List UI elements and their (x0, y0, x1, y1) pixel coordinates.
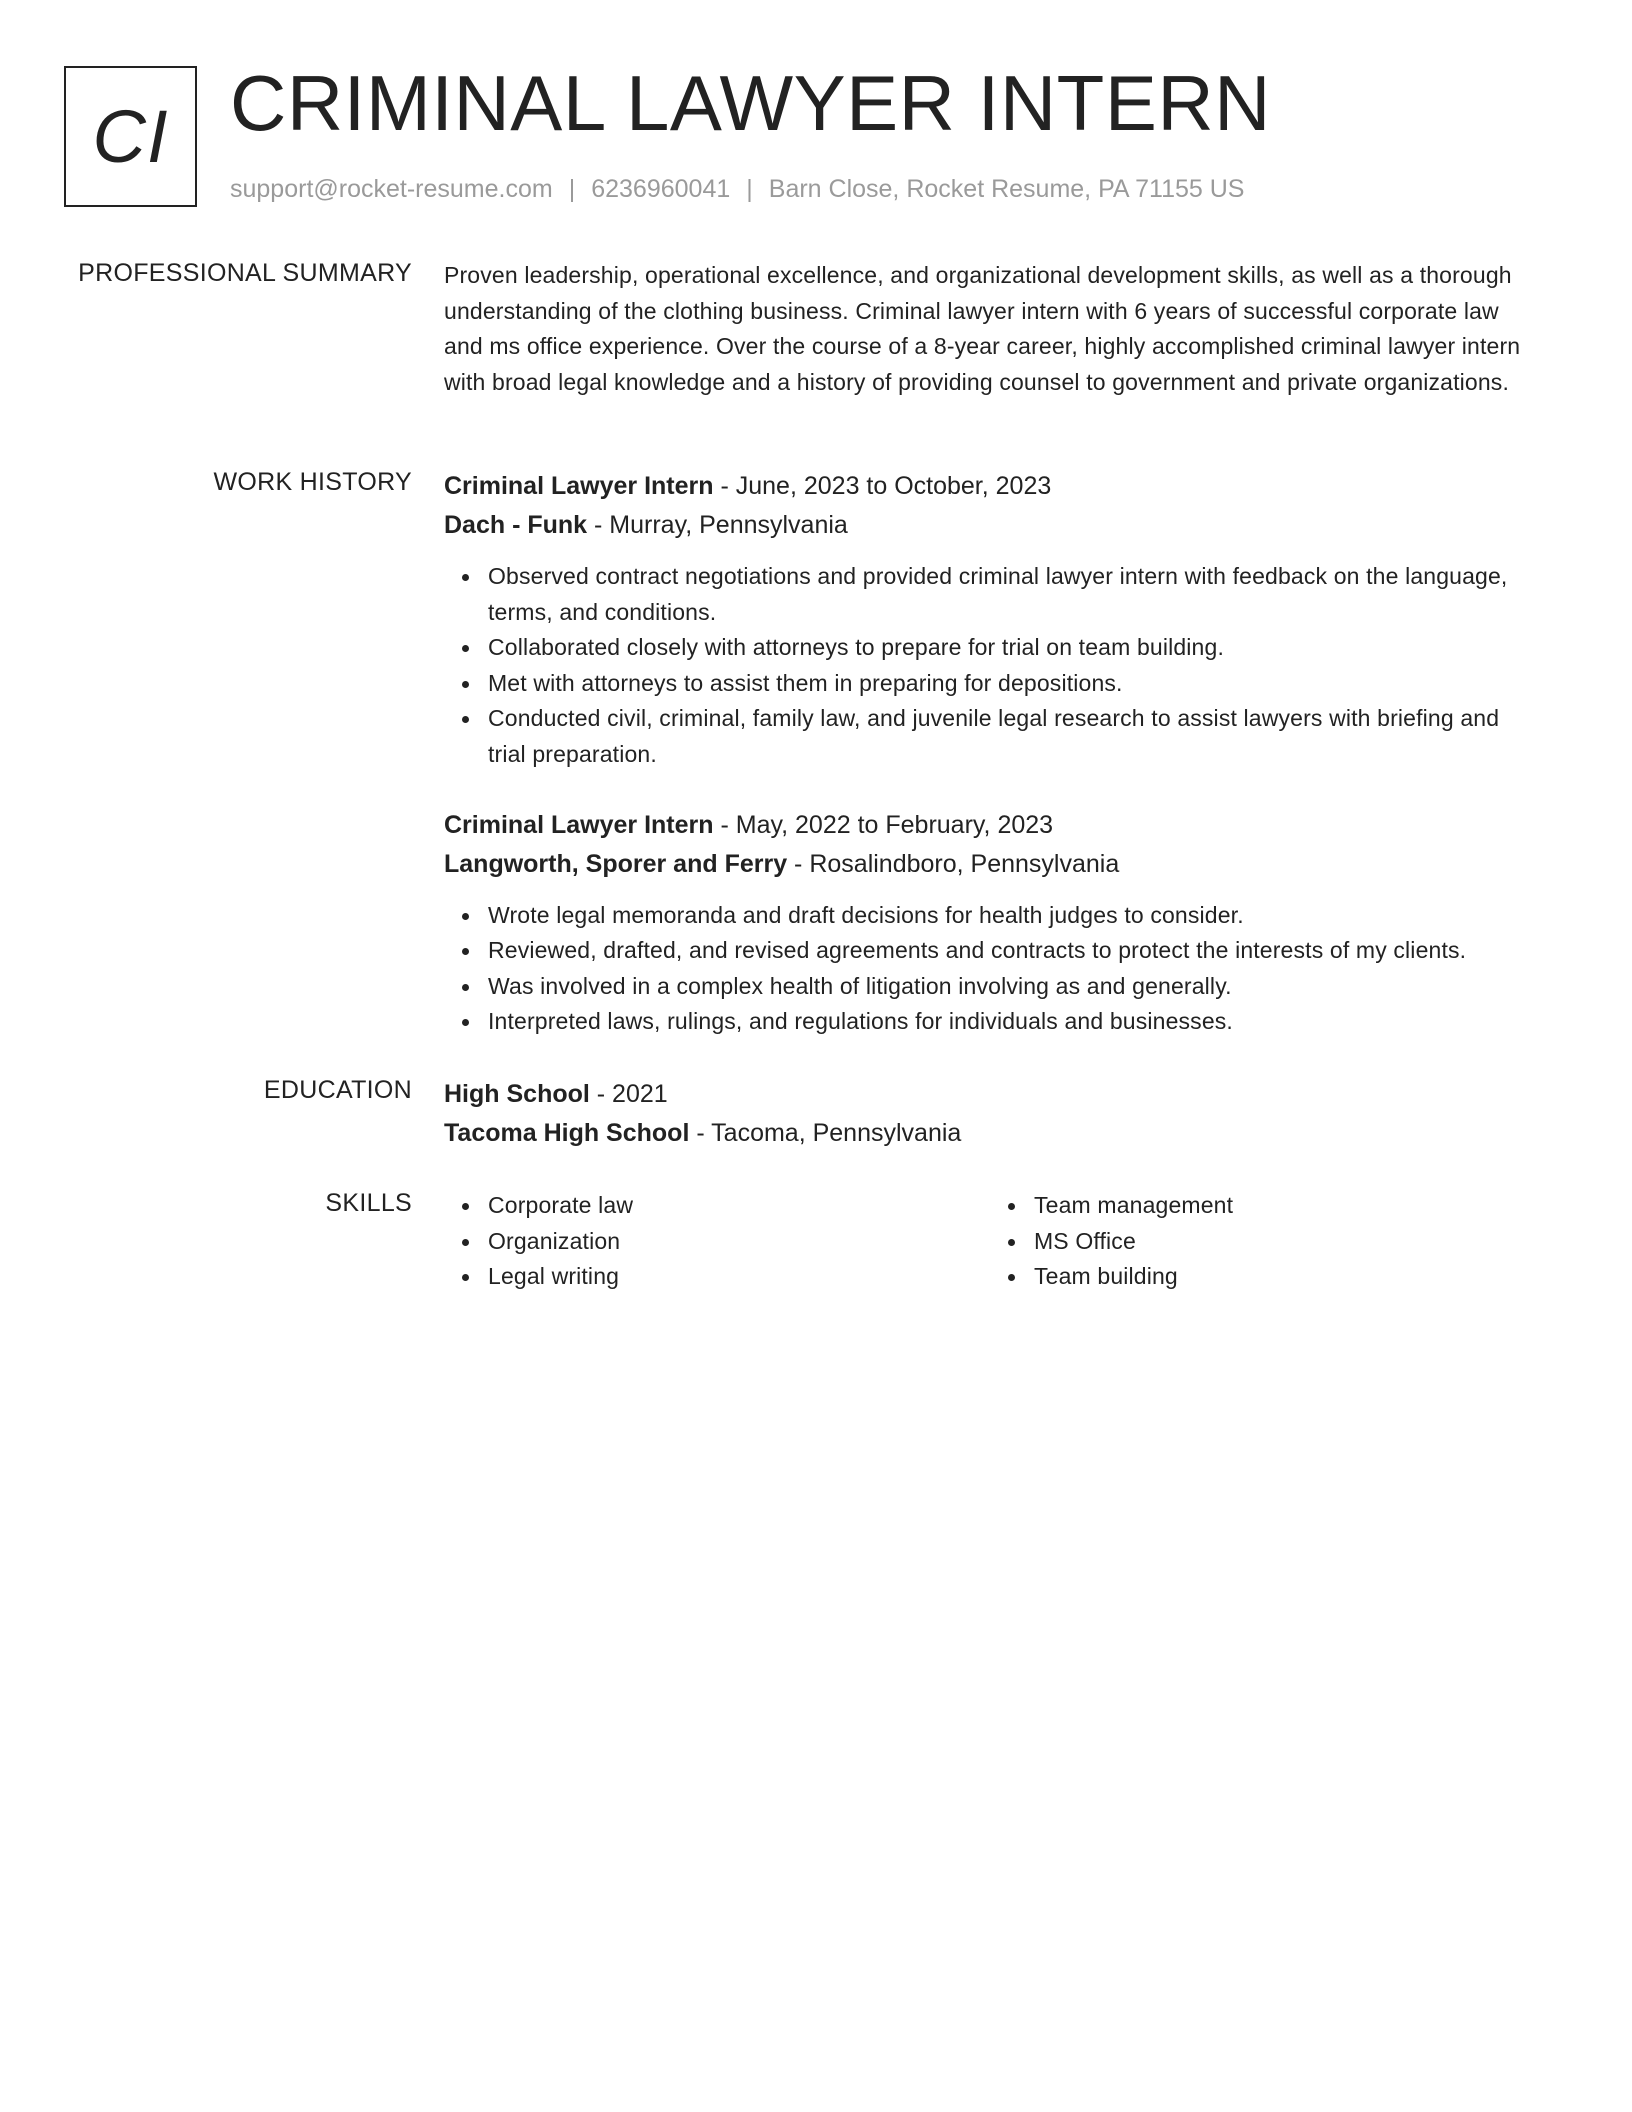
contact-separator: | (568, 175, 576, 203)
job-entry (444, 467, 1536, 773)
skills-list-left (444, 1188, 990, 1295)
job-company: Langworth, Sporer and Ferry (444, 849, 788, 878)
list-item: Corporate law (488, 1188, 990, 1224)
summary-body (444, 258, 1536, 400)
education-degree: High School (444, 1080, 590, 1108)
contact-line (230, 174, 1244, 204)
list-item: Reviewed, drafted, and revised agreements and contracts to protect the interests of my clients. (488, 933, 1536, 969)
skills-list-right (990, 1188, 1536, 1295)
job-title-line (444, 467, 1536, 506)
contact-address: Barn Close, Rocket Resume, PA 71155 US (768, 175, 1245, 203)
education-body (444, 1075, 1536, 1153)
job-role: Criminal Lawyer Intern (444, 472, 714, 500)
section-title-education: EDUCATION (263, 1076, 412, 1104)
list-item: Organization (488, 1224, 990, 1260)
education-school: Tacoma High School (444, 1119, 690, 1147)
list-item: Conducted civil, criminal, family law, and juvenile legal research to assist lawyers with briefing and trial preparation. (488, 701, 1536, 772)
section-title-summary: PROFESSIONAL SUMMARY (78, 259, 412, 287)
skills-columns (444, 1188, 1536, 1295)
job-dates: - June, 2023 to October, 2023 (713, 472, 1052, 500)
skills-body (444, 1188, 1536, 1295)
list-item: MS Office (1034, 1224, 1536, 1260)
list-item: Observed contract negotiations and provided criminal lawyer intern with feedback on the language, terms, and conditions. (488, 559, 1536, 630)
list-item: Team building (1034, 1259, 1536, 1295)
job-bullets (444, 898, 1536, 1040)
work-history-body (444, 467, 1536, 1040)
monogram-initials: CI (92, 94, 169, 178)
list-item: Wrote legal memoranda and draft decisions for health judges to consider. (488, 898, 1536, 934)
job-dates: - May, 2022 to February, 2023 (713, 810, 1054, 839)
contact-phone: 6236960041 (591, 175, 731, 203)
education-year: - 2021 (589, 1080, 668, 1108)
list-item: Met with attorneys to assist them in preparing for depositions. (488, 666, 1536, 702)
section-title-skills: SKILLS (325, 1189, 412, 1217)
list-item: Collaborated closely with attorneys to prepare for trial on team building. (488, 630, 1536, 666)
contact-separator: | (746, 175, 753, 203)
monogram-box (64, 66, 197, 207)
list-item: Interpreted laws, rulings, and regulations for individuals and businesses. (488, 1004, 1536, 1040)
contact-email: support@rocket-resume.com (230, 175, 553, 203)
job-title-line (444, 806, 1536, 845)
education-school-line (444, 1114, 1536, 1153)
job-company: Dach - Funk (444, 511, 588, 539)
resume-name: CRIMINAL LAWYER INTERN (230, 59, 1271, 147)
list-item: Legal writing (488, 1259, 990, 1295)
job-company-line (444, 506, 1536, 545)
list-item: Was involved in a complex health of litigation involving as and generally. (488, 969, 1536, 1005)
job-bullets (444, 559, 1536, 773)
section-title-work-history: WORK HISTORY (213, 468, 412, 496)
summary-text: Proven leadership, operational excellence, and organizational development skills, as well as a thorough understanding of the clothing business. Criminal lawyer intern with 6 years of successful corporate law and ms office experience. Over the course of a 8-year career, highly accomplished criminal lawyer intern with broad legal knowledge and a history of providing counsel to government and private organizations. (444, 262, 1521, 395)
job-company-line (444, 845, 1536, 884)
education-location: - Tacoma, Pennsylvania (689, 1119, 962, 1147)
job-location: - Rosalindboro, Pennsylvania (787, 849, 1120, 878)
job-entry (444, 806, 1536, 1040)
list-item: Team management (1034, 1188, 1536, 1224)
job-location: - Murray, Pennsylvania (587, 511, 848, 539)
job-role: Criminal Lawyer Intern (444, 810, 714, 839)
education-degree-line (444, 1075, 1536, 1114)
